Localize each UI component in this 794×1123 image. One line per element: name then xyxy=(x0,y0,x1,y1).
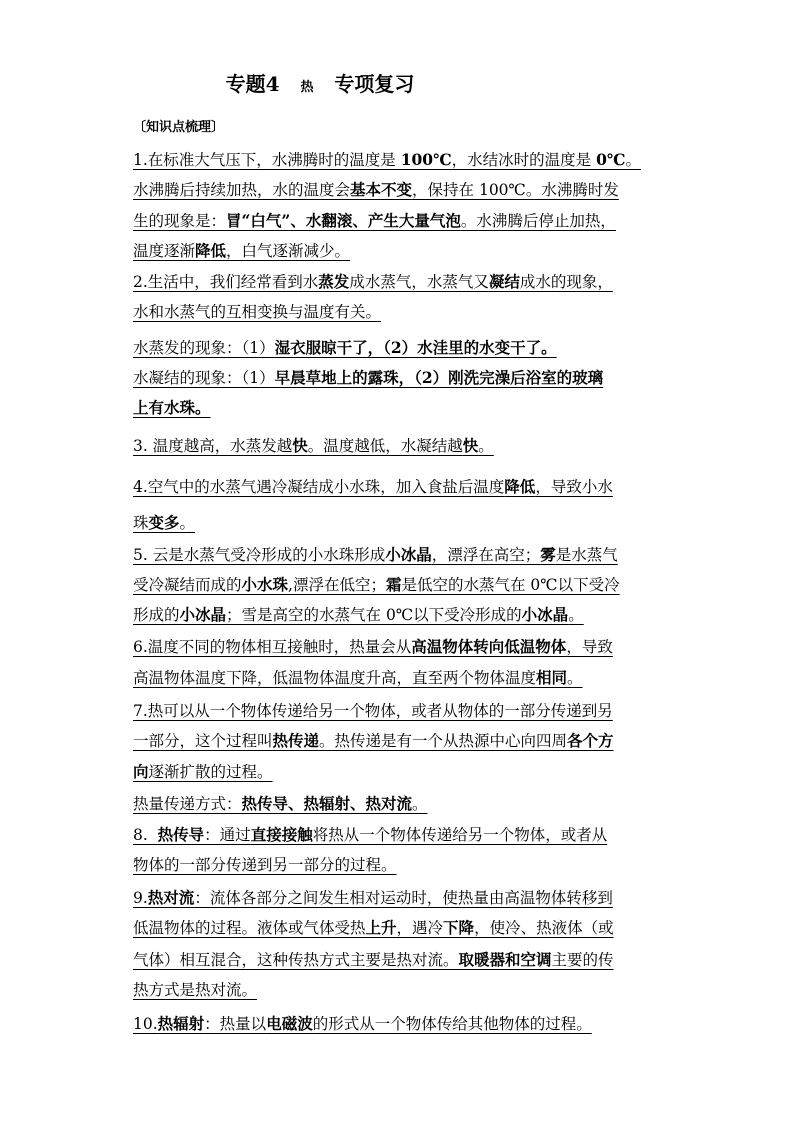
text-line xyxy=(133,794,428,814)
text-line xyxy=(133,241,350,261)
text-segment: 低温物体的过程。液体或气体受热 xyxy=(133,919,366,937)
text-segment: 1.在标准大气压下，水沸腾时的温度是 xyxy=(133,151,401,169)
text-line xyxy=(133,888,613,908)
text-line xyxy=(133,368,603,388)
bold-segment: 高温物体转向低温物体 xyxy=(411,637,567,656)
text-segment: 。 xyxy=(567,669,583,687)
bold-segment: 下降 xyxy=(443,918,475,937)
text-line xyxy=(133,762,273,782)
text-segment: 温度逐渐 xyxy=(133,242,196,260)
text-segment: 物体的一部分传递到另一部分的过程。 xyxy=(133,856,397,874)
bold-segment: 蒸发 xyxy=(318,272,350,291)
text-line xyxy=(133,701,613,721)
bold-segment: 各个方 xyxy=(567,731,614,750)
text-segment: ,漂浮在低空； xyxy=(288,576,386,594)
bold-segment: 快 xyxy=(462,436,479,455)
text-line xyxy=(133,477,613,497)
text-line xyxy=(133,150,641,170)
text-segment: 水凝结的现象：（1） xyxy=(133,369,275,387)
text-segment: ，使冷、热液体（或 xyxy=(474,919,614,937)
bold-segment: 取暖器和空调 xyxy=(458,950,552,969)
text-line xyxy=(133,825,607,845)
text-segment: 7.热可以从一个物体传递给另一个物体，或者从物体的一部分传递到另 xyxy=(133,702,613,720)
text-line xyxy=(133,513,195,533)
bold-segment: 霜 xyxy=(385,575,402,594)
text-segment: 是水蒸气 xyxy=(555,546,618,564)
text-line xyxy=(133,338,557,358)
title-mid: 热 xyxy=(300,80,314,95)
text-segment: 。 xyxy=(478,437,494,455)
text-line xyxy=(133,211,616,231)
text-segment: ；雪是高空的水蒸气在 0℃以下受冷形成的 xyxy=(226,606,522,624)
text-segment: 的形式从一个物体传给其他物体的过程。 xyxy=(312,1015,592,1033)
bold-segment: 雾 xyxy=(540,545,556,564)
page-title xyxy=(0,68,640,97)
text-segment: 高温物体温度下降，低温物体温度升高，直至两个物体温度 xyxy=(133,669,537,687)
text-line xyxy=(133,605,584,625)
text-segment: 水沸腾后持续加热，水的温度会 xyxy=(133,181,351,199)
text-segment: 将热从一个物体传递给另一个物体，或者从 xyxy=(312,826,608,844)
text-segment: 。 xyxy=(568,606,584,624)
bold-segment: 快 xyxy=(292,436,308,455)
text-segment: 珠 xyxy=(133,514,149,532)
bold-segment: 基本不变 xyxy=(350,180,413,199)
text-segment: 4.空气中的水蒸气遇冷凝结成小水珠，加入食盐后温度 xyxy=(133,478,505,496)
text-segment: 。热传递是有一个从热源中心向四周 xyxy=(319,732,568,750)
text-segment: ，白气逐渐减少。 xyxy=(226,242,351,260)
text-segment: 气体）相互混合，这种传热方式主要是热对流。 xyxy=(133,951,459,969)
bold-segment: 变多 xyxy=(148,513,180,532)
text-segment: 逐渐扩散的过程。 xyxy=(148,763,273,781)
bold-segment: 上升 xyxy=(365,918,397,937)
text-segment: ：通过 xyxy=(204,826,251,844)
text-segment: 成水的现象， xyxy=(519,273,613,291)
text-line xyxy=(133,545,618,565)
text-line xyxy=(133,575,620,595)
text-segment: ：热量以 xyxy=(204,1015,267,1033)
text-segment: 热方式是热对流。 xyxy=(133,981,258,999)
bold-segment: 湿衣服晾干了，（2）水洼里的水变干了。 xyxy=(274,338,557,357)
bold-segment: 热传导 xyxy=(157,825,205,844)
bold-segment: 直接接触 xyxy=(250,825,313,844)
bold-segment: 热辐射 xyxy=(157,1014,205,1033)
text-segment: 2.生活中，我们经常看到水 xyxy=(133,273,319,291)
bold-segment: 0℃ xyxy=(596,150,626,169)
bold-segment: 电磁波 xyxy=(266,1014,313,1033)
text-segment: 成水蒸气，水蒸气又 xyxy=(349,273,489,291)
text-line xyxy=(133,918,614,938)
text-segment: ：流体各部分之间发生相对运动时，使热量由高温物体转移到 xyxy=(194,889,613,907)
bold-segment: 小冰晶 xyxy=(385,545,432,564)
text-segment: 。 xyxy=(625,151,641,169)
bold-segment: 降低 xyxy=(504,477,536,496)
bold-segment: 向 xyxy=(133,762,149,781)
text-segment: ，导致 xyxy=(566,638,613,656)
bold-segment: 小冰晶 xyxy=(521,605,569,624)
text-segment: 。 xyxy=(412,795,428,813)
section-label: 〔知识点梳理〕 xyxy=(133,120,225,135)
text-segment: ，导致小水 xyxy=(535,478,613,496)
bold-segment: 热传递 xyxy=(272,731,320,750)
text-segment: 受冷凝结而成的 xyxy=(133,576,242,594)
text-segment: ，水结冰时的温度是 xyxy=(451,151,597,169)
text-line xyxy=(133,855,397,875)
text-line xyxy=(133,980,257,1000)
text-segment: 形成的 xyxy=(133,606,180,624)
text-line xyxy=(133,180,619,200)
bold-segment: 相同 xyxy=(536,668,568,687)
bold-segment: 上有水珠。 xyxy=(133,398,211,417)
text-segment: 水和水蒸气的互相变换与温度有关。 xyxy=(133,303,382,321)
text-segment: 6.温度不同的物体相互接触时，热量会从 xyxy=(133,638,412,656)
text-segment: 生的现象是： xyxy=(133,212,227,230)
text-line xyxy=(133,436,494,456)
text-segment: 主要的传 xyxy=(551,951,614,969)
text-line xyxy=(133,302,381,322)
text-line xyxy=(133,668,583,688)
text-segment: 3. 温度越高，水蒸发越 xyxy=(133,437,293,455)
text-segment: ，漂浮在高空； xyxy=(431,546,541,564)
text-segment: 一部分，这个过程叫 xyxy=(133,732,273,750)
bold-segment: 热传导、热辐射、热对流 xyxy=(241,794,413,813)
bold-segment: 小冰晶 xyxy=(179,605,227,624)
title-prefix: 专题4 xyxy=(225,72,280,96)
bold-segment: 降低 xyxy=(195,241,227,260)
text-line xyxy=(133,950,614,970)
text-line xyxy=(133,731,614,751)
text-segment: 水蒸发的现象：（1） xyxy=(133,339,275,357)
bold-segment: 凝结 xyxy=(488,272,520,291)
text-segment: 5. 云是水蒸气受冷形成的小水珠形成 xyxy=(133,546,386,564)
text-line xyxy=(133,272,613,292)
text-segment: ，保持在 100℃。水沸腾时发 xyxy=(412,181,619,199)
title-suffix: 专项复习 xyxy=(334,72,415,96)
text-segment: 8. xyxy=(133,826,158,844)
text-line xyxy=(133,637,613,657)
text-segment: 。 xyxy=(179,514,196,532)
text-segment: 。温度越低，水凝结越 xyxy=(307,437,463,455)
text-segment: 9. xyxy=(133,889,148,907)
text-segment: 是低空的水蒸气在 0℃以下受冷 xyxy=(401,576,620,594)
text-segment: 10. xyxy=(133,1015,158,1033)
bold-segment: 冒“白气”、水翻滚、产生大量气泡 xyxy=(226,211,461,230)
text-segment: 。水沸腾后停止加热， xyxy=(460,212,616,230)
text-segment: ，遇冷 xyxy=(396,919,444,937)
text-segment: 热量传递方式： xyxy=(133,795,242,813)
bold-segment: 热对流 xyxy=(147,888,195,907)
bold-segment: 早晨草地上的露珠，（2）刚洗完澡后浴室的玻璃 xyxy=(274,368,604,387)
bold-segment: 小水珠 xyxy=(241,575,289,594)
text-line xyxy=(133,398,211,418)
bold-segment: 100℃ xyxy=(400,150,452,169)
text-line xyxy=(133,1014,592,1034)
